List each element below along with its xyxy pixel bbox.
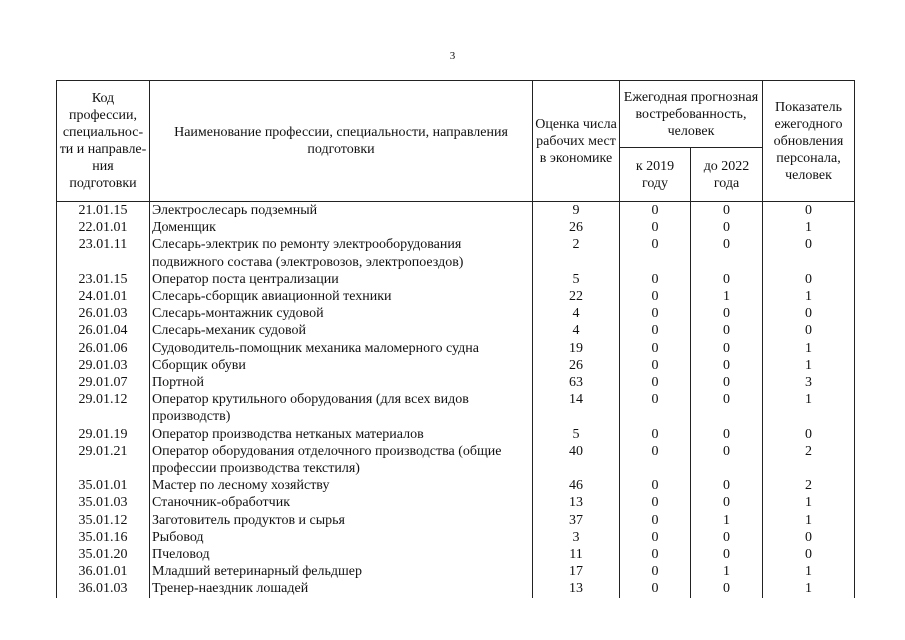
code-cell: 35.01.16	[57, 529, 150, 546]
page-number: 3	[449, 50, 456, 62]
demand-2022-cell: 0	[691, 340, 763, 357]
name-cell: Оператор поста централизации	[150, 271, 533, 288]
renewal-cell: 1	[763, 357, 855, 374]
code-cell: 26.01.04	[57, 322, 150, 339]
jobs-cell: 17	[533, 563, 620, 580]
code-cell: 35.01.12	[57, 512, 150, 529]
renewal-cell: 0	[763, 236, 855, 270]
table-row	[57, 426, 855, 443]
table-row	[57, 322, 855, 339]
code-cell: 35.01.20	[57, 546, 150, 563]
renewal-cell: 1	[763, 563, 855, 580]
renewal-cell: 1	[763, 580, 855, 597]
code-cell: 29.01.07	[57, 374, 150, 391]
table-body	[57, 202, 855, 598]
renewal-cell: 1	[763, 288, 855, 305]
table-row	[57, 374, 855, 391]
name-cell: Слесарь-электрик по ремонту электрооборудования подвижного состава (электровозов, электропоездов)	[150, 236, 533, 270]
demand-2019-cell: 0	[620, 340, 691, 357]
jobs-cell: 46	[533, 477, 620, 494]
header-demand: Ежегодная прогнозная востребованность, человек	[620, 81, 763, 148]
renewal-cell: 2	[763, 443, 855, 477]
table-row	[57, 288, 855, 305]
renewal-cell: 1	[763, 219, 855, 236]
renewal-cell: 1	[763, 512, 855, 529]
renewal-cell: 2	[763, 477, 855, 494]
code-cell: 29.01.12	[57, 391, 150, 425]
table-row	[57, 305, 855, 322]
demand-2019-cell: 0	[620, 236, 691, 270]
table-row	[57, 477, 855, 494]
demand-2019-cell: 0	[620, 494, 691, 511]
table-row	[57, 357, 855, 374]
name-cell: Слесарь-механик судовой	[150, 322, 533, 339]
demand-2019-cell: 0	[620, 563, 691, 580]
demand-2022-cell: 0	[691, 219, 763, 236]
name-cell: Заготовитель продуктов и сырья	[150, 512, 533, 529]
demand-2022-cell: 0	[691, 236, 763, 270]
table-row	[57, 529, 855, 546]
code-cell: 24.01.01	[57, 288, 150, 305]
jobs-cell: 11	[533, 546, 620, 563]
demand-2019-cell: 0	[620, 391, 691, 425]
renewal-cell: 0	[763, 202, 855, 220]
name-cell: Судоводитель-помощник механика маломерного судна	[150, 340, 533, 357]
header-jobs: Оценка числа рабочих мест в экономике	[533, 81, 620, 202]
header-demand-2019: к 2019 году	[620, 148, 691, 202]
renewal-cell: 0	[763, 546, 855, 563]
table-row	[57, 494, 855, 511]
demand-2022-cell: 1	[691, 288, 763, 305]
jobs-cell: 13	[533, 580, 620, 597]
code-cell: 29.01.21	[57, 443, 150, 477]
name-cell: Оператор производства нетканых материалов	[150, 426, 533, 443]
table-row	[57, 443, 855, 477]
renewal-cell: 0	[763, 322, 855, 339]
table-row	[57, 563, 855, 580]
code-cell: 21.01.15	[57, 202, 150, 220]
table-row	[57, 512, 855, 529]
demand-2019-cell: 0	[620, 288, 691, 305]
name-cell: Доменщик	[150, 219, 533, 236]
demand-2019-cell: 0	[620, 202, 691, 220]
jobs-cell: 4	[533, 305, 620, 322]
demand-2022-cell: 1	[691, 563, 763, 580]
renewal-cell: 1	[763, 391, 855, 425]
name-cell: Оператор оборудования отделочного производства (общие профессии производства текстиля)	[150, 443, 533, 477]
jobs-cell: 26	[533, 219, 620, 236]
header-renewal: Показатель ежегодного обновления персонала, человек	[763, 81, 855, 202]
table-row	[57, 236, 855, 270]
code-cell: 35.01.03	[57, 494, 150, 511]
demand-2019-cell: 0	[620, 374, 691, 391]
code-cell: 26.01.03	[57, 305, 150, 322]
jobs-cell: 22	[533, 288, 620, 305]
demand-2019-cell: 0	[620, 271, 691, 288]
demand-2019-cell: 0	[620, 580, 691, 597]
demand-2022-cell: 1	[691, 512, 763, 529]
demand-2022-cell: 0	[691, 529, 763, 546]
renewal-cell: 0	[763, 305, 855, 322]
table-row	[57, 219, 855, 236]
demand-2022-cell: 0	[691, 374, 763, 391]
renewal-cell: 1	[763, 340, 855, 357]
table-row	[57, 580, 855, 597]
header-name: Наименование профессии, специальности, направления подготовки	[150, 81, 533, 202]
demand-2022-cell: 0	[691, 271, 763, 288]
name-cell: Оператор крутильного оборудования (для всех видов производств)	[150, 391, 533, 425]
jobs-cell: 37	[533, 512, 620, 529]
code-cell: 22.01.01	[57, 219, 150, 236]
demand-2019-cell: 0	[620, 477, 691, 494]
jobs-cell: 3	[533, 529, 620, 546]
table-row	[57, 391, 855, 425]
renewal-cell: 0	[763, 529, 855, 546]
jobs-cell: 19	[533, 340, 620, 357]
table-row	[57, 340, 855, 357]
name-cell: Мастер по лесному хозяйству	[150, 477, 533, 494]
code-cell: 26.01.06	[57, 340, 150, 357]
table-row	[57, 546, 855, 563]
demand-2019-cell: 0	[620, 322, 691, 339]
renewal-cell: 0	[763, 426, 855, 443]
jobs-cell: 63	[533, 374, 620, 391]
code-cell: 23.01.11	[57, 236, 150, 270]
renewal-cell: 1	[763, 494, 855, 511]
demand-2019-cell: 0	[620, 305, 691, 322]
name-cell: Станочник-обработчик	[150, 494, 533, 511]
demand-2019-cell: 0	[620, 426, 691, 443]
jobs-cell: 40	[533, 443, 620, 477]
demand-2022-cell: 0	[691, 494, 763, 511]
demand-2019-cell: 0	[620, 546, 691, 563]
jobs-cell: 9	[533, 202, 620, 220]
name-cell: Портной	[150, 374, 533, 391]
demand-2019-cell: 0	[620, 443, 691, 477]
code-cell: 36.01.03	[57, 580, 150, 597]
name-cell: Слесарь-монтажник судовой	[150, 305, 533, 322]
demand-2019-cell: 0	[620, 357, 691, 374]
header-code: Код профессии, специальнос- ти и направле- ния подготовки	[57, 81, 150, 202]
demand-2022-cell: 0	[691, 580, 763, 597]
demand-2022-cell: 0	[691, 391, 763, 425]
demand-2022-cell: 0	[691, 357, 763, 374]
demand-2022-cell: 0	[691, 305, 763, 322]
demand-2019-cell: 0	[620, 529, 691, 546]
code-cell: 29.01.03	[57, 357, 150, 374]
jobs-cell: 14	[533, 391, 620, 425]
jobs-cell: 2	[533, 236, 620, 270]
renewal-cell: 0	[763, 271, 855, 288]
professions-table	[56, 80, 855, 598]
table-row	[57, 202, 855, 220]
code-cell: 23.01.15	[57, 271, 150, 288]
name-cell: Электрослесарь подземный	[150, 202, 533, 220]
header-demand-2022: до 2022 года	[691, 148, 763, 202]
demand-2019-cell: 0	[620, 219, 691, 236]
table-row	[57, 271, 855, 288]
demand-2022-cell: 0	[691, 477, 763, 494]
name-cell: Рыбовод	[150, 529, 533, 546]
name-cell: Младший ветеринарный фельдшер	[150, 563, 533, 580]
demand-2022-cell: 0	[691, 426, 763, 443]
demand-2022-cell: 0	[691, 322, 763, 339]
jobs-cell: 5	[533, 271, 620, 288]
code-cell: 36.01.01	[57, 563, 150, 580]
name-cell: Пчеловод	[150, 546, 533, 563]
code-cell: 29.01.19	[57, 426, 150, 443]
renewal-cell: 3	[763, 374, 855, 391]
demand-2022-cell: 0	[691, 202, 763, 220]
demand-2019-cell: 0	[620, 512, 691, 529]
jobs-cell: 4	[533, 322, 620, 339]
code-cell: 35.01.01	[57, 477, 150, 494]
name-cell: Тренер-наездник лошадей	[150, 580, 533, 597]
jobs-cell: 5	[533, 426, 620, 443]
demand-2022-cell: 0	[691, 443, 763, 477]
demand-2022-cell: 0	[691, 546, 763, 563]
name-cell: Слесарь-сборщик авиационной техники	[150, 288, 533, 305]
jobs-cell: 26	[533, 357, 620, 374]
jobs-cell: 13	[533, 494, 620, 511]
name-cell: Сборщик обуви	[150, 357, 533, 374]
